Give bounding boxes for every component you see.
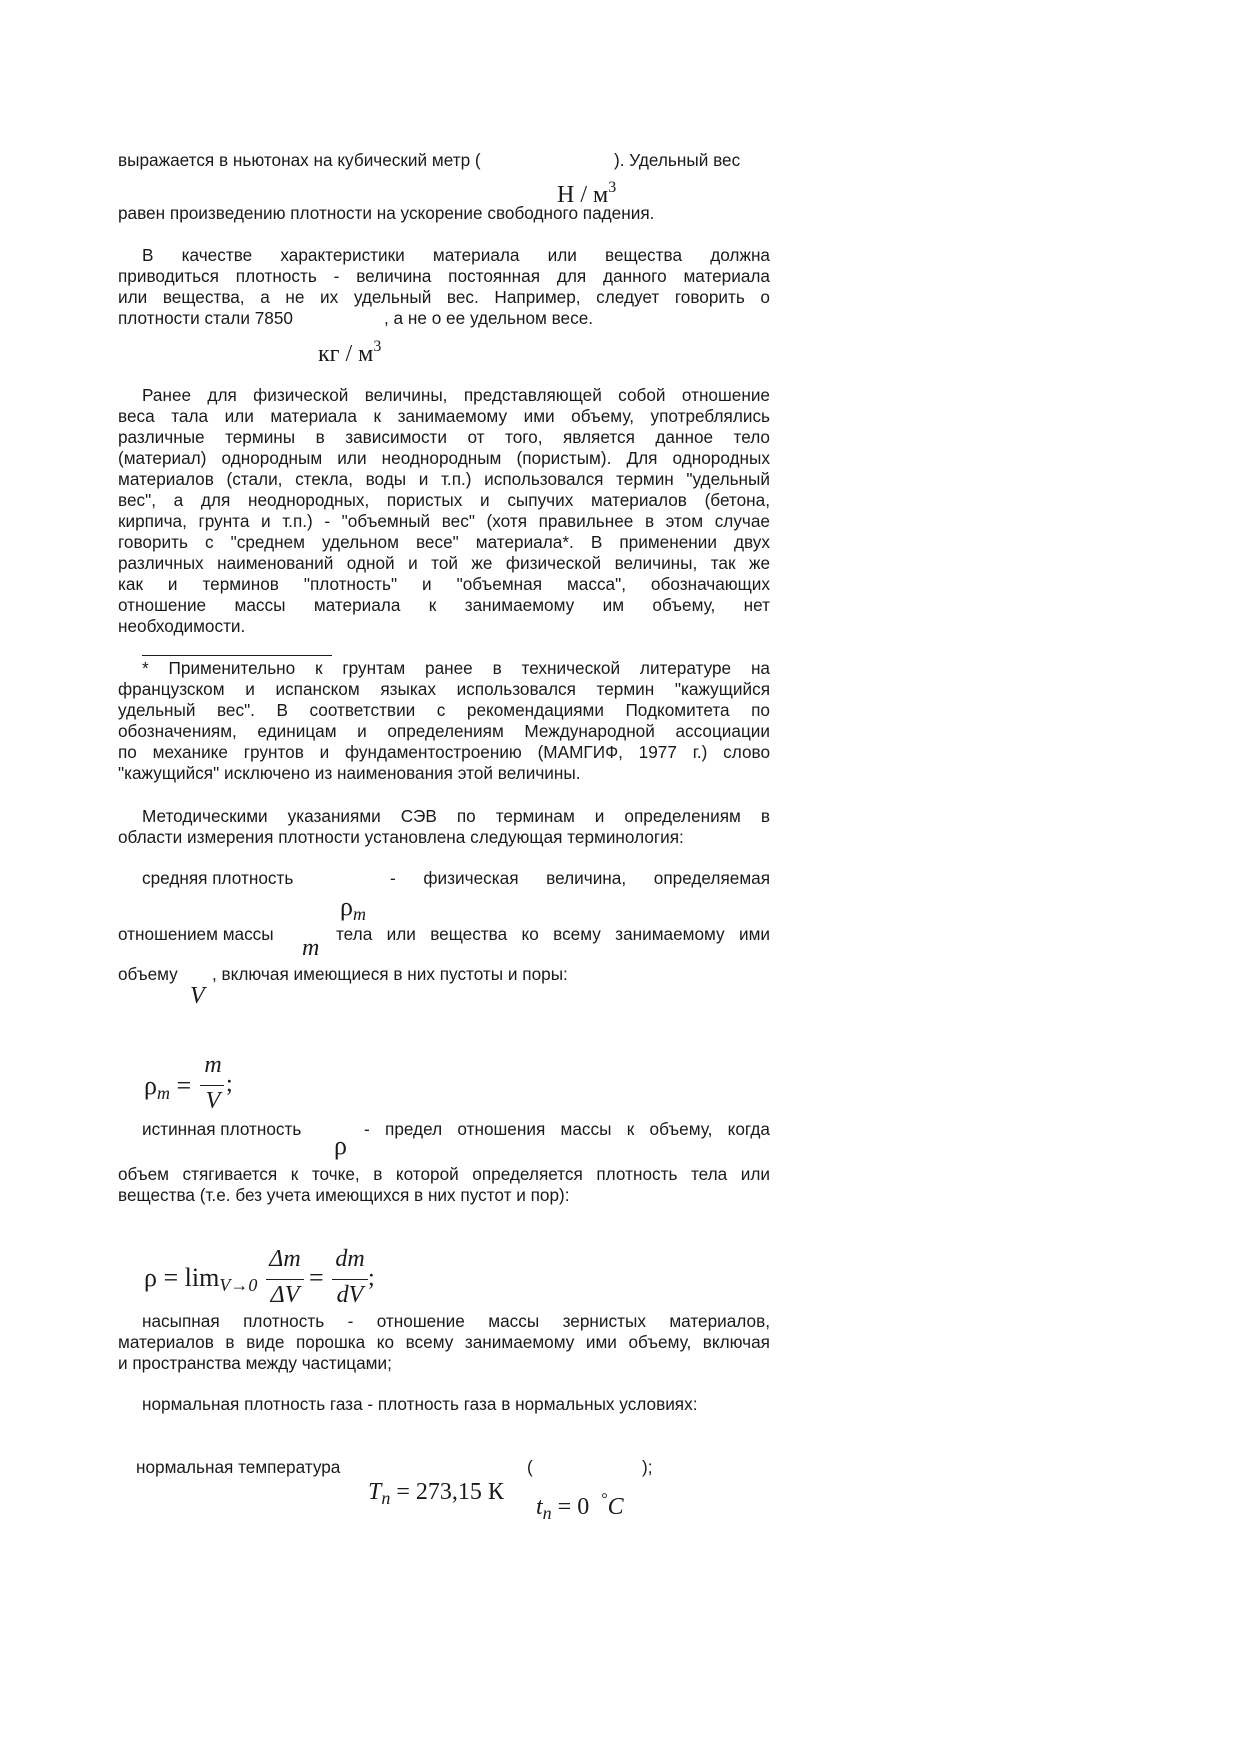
footnote-line-5: по механике грунтов и фундаментостроению (МАМГИФ, 1977 г.) слово <box>118 742 770 762</box>
p2-line4b: , а не о ее удельном весе. <box>384 308 594 328</box>
p7-line3: и пространства между частицами; <box>118 1353 392 1373</box>
temp-T-sub: n <box>381 1488 391 1508</box>
p6-paragraph-rest <box>118 1164 770 1206</box>
p1-text-a: выражается в ньютонах на кубический метр ( <box>118 150 481 170</box>
formula2-den1: ΔV <box>270 1282 300 1308</box>
volume-v: V <box>190 983 205 1009</box>
p3-line-10: как и терминов "плотность" и "объемная масса", обозначающих <box>118 574 770 594</box>
p4-paragraph <box>118 806 770 848</box>
p2-line3: или вещества, а не их удельный вес. Например, следует говорить о <box>118 287 770 307</box>
formula2-lhs <box>144 1264 257 1299</box>
formula1-numerator: m <box>204 1052 222 1078</box>
p1-line1-left <box>118 150 481 171</box>
formula1-denominator: V <box>205 1088 221 1114</box>
formula2-den2: dV <box>336 1282 364 1308</box>
mass-symbol <box>302 934 319 962</box>
p3-line-12: необходимости. <box>118 616 246 636</box>
rho-m-symbol <box>340 893 366 928</box>
formula2-lim: lim <box>184 1263 220 1292</box>
p2-line4a: плотности стали 7850 <box>118 308 293 328</box>
p1-line1-right <box>614 150 740 171</box>
p5-line1b: - физическая величина, определяемая <box>390 868 770 888</box>
temp-t-sub: n <box>542 1503 552 1523</box>
temp-C: C <box>607 1494 624 1520</box>
p7-line1: насыпная плотность - отношение массы зернистых материалов, <box>142 1311 770 1331</box>
formula1-sub: m <box>156 1083 170 1103</box>
temp-t-value: = 0 <box>557 1494 590 1520</box>
footnote <box>118 658 770 784</box>
temp-t: t <box>536 1494 543 1520</box>
temp-degree: ° <box>601 1491 608 1508</box>
p7-line2: материалов в виде порошка ко всему занимаемому ими объему, включая <box>118 1332 770 1352</box>
volume-symbol <box>190 982 205 1010</box>
formula2-rho: ρ <box>144 1263 157 1292</box>
formula1-lhs <box>144 1072 191 1107</box>
p6-line1b: - предел отношения массы к объему, когда <box>364 1119 770 1139</box>
formula2-eq2: = <box>309 1263 324 1292</box>
rho-m-sub: m <box>352 904 366 924</box>
p3-line-4: (материал) однородным или неоднородным (пористым). Для однородных <box>118 448 770 468</box>
p3-line-8: говорить с "среднем удельном весе" материала*. В применении двух <box>118 532 770 552</box>
p3-line-3: различные термины в зависимости от того, является данное тело <box>118 427 770 447</box>
footnote-line-3: удельный вес". В соответствии с рекомендациями Подкомитета по <box>118 700 770 720</box>
rho-symbol: ρ <box>334 1131 347 1160</box>
formula2-end: ; <box>368 1265 375 1291</box>
rho-m-rho: ρ <box>340 892 353 921</box>
p4-line2: области измерения плотности установлена следующая терминология: <box>118 827 684 847</box>
unit-n-text: Н / м <box>557 182 609 208</box>
temp-T: T <box>368 1479 382 1505</box>
p6-line1a: истинная плотность <box>142 1119 302 1139</box>
footnote-line-4: обозначениям, единицам и определениям Международной ассоциации <box>118 721 770 741</box>
formula1-end: ; <box>226 1071 233 1097</box>
p3-line-7: кирпича, грунта и т.п.) - "объемный вес" (хотя правильнее в этом случае <box>118 511 770 531</box>
p6-line2: объем стягивается к точке, в которой определяется плотность тела или <box>118 1164 770 1184</box>
p6-line3: вещества (т.е. без учета имеющихся в них пустот и пор): <box>118 1185 570 1205</box>
unit-n-exponent: 3 <box>608 179 617 196</box>
p9-label: нормальная температура <box>136 1457 341 1477</box>
formula2-num1: Δm <box>269 1246 301 1272</box>
p5-line3b: , включая имеющиеся в них пустоты и поры: <box>212 964 568 984</box>
footnote-separator <box>142 655 332 656</box>
footnote-line-1: * Применительно к грунтам ранее в технической литературе на <box>142 658 770 678</box>
formula2-num2: dm <box>335 1246 365 1272</box>
p2-line1: В качестве характеристики материала или вещества должна <box>142 245 770 265</box>
formula1-rho: ρ <box>144 1071 157 1100</box>
footnote-line-6: "кажущийся" исключено из наименования этой величины. <box>118 763 581 783</box>
normal-temperature-celsius <box>536 1486 624 1527</box>
footnote-line-2: французском и испанском языках использовался термин "кажущийся <box>118 679 770 699</box>
p3-line-2: веса тала или материала к занимаемому ими объему, употреблялись <box>118 406 770 426</box>
unit-kg-exponent: 3 <box>373 338 382 355</box>
p3-line-9: различных наименований одной и той же физической величины, так же <box>118 553 770 573</box>
formula2-eq: = <box>163 1263 179 1292</box>
p3-line-5: материалов (стали, стекла, воды и т.п.) использовался термин "удельный <box>118 469 770 489</box>
p5-line3a: объему <box>118 964 178 984</box>
formula1-fraction-bar <box>200 1085 224 1086</box>
p9-open-paren: ( <box>527 1457 533 1477</box>
normal-temperature-kelvin <box>368 1478 504 1512</box>
p1-text-b: ). Удельный вес <box>614 150 741 170</box>
formula2-lim-sub: V→0 <box>219 1275 258 1295</box>
unit-kg-text: кг / м <box>318 341 374 367</box>
p3-line-11: отношение массы материала к занимаемому им объему, нет <box>118 595 770 615</box>
p2-line2: приводиться плотность - величина постоянная для данного материала <box>118 266 770 286</box>
p3-line-1: Ранее для физической величины, представляющей собой отношение <box>142 385 770 405</box>
p5-line2a: отношением массы <box>118 924 274 944</box>
p2-paragraph <box>118 245 770 308</box>
p8-line1: нормальная плотность газа - плотность газа в нормальных условиях: <box>142 1394 698 1414</box>
p4-line1: Методическими указаниями СЭВ по терминам и определениям в <box>142 806 770 826</box>
formula1-eq: = <box>176 1071 192 1100</box>
p3-line-6: вес", а для неоднородных, пористых и сыпучих материалов (бетона, <box>118 490 770 510</box>
temp-T-value: = 273,15 К <box>396 1479 504 1505</box>
mass-m: m <box>302 935 320 961</box>
p7-paragraph <box>118 1311 770 1374</box>
p3-paragraph <box>118 385 770 637</box>
p5-line1a: средняя плотность <box>142 868 294 888</box>
unit-kg-per-cubic-meter <box>318 333 381 368</box>
p9-close-paren: ); <box>642 1457 653 1477</box>
p1-line2: равен произведению плотности на ускорение свободного падения. <box>118 203 655 223</box>
formula2-bar1 <box>266 1279 304 1280</box>
formula2-bar2 <box>332 1279 368 1280</box>
p5-line2b: тела или вещества ко всему занимаемому ими <box>336 924 770 944</box>
